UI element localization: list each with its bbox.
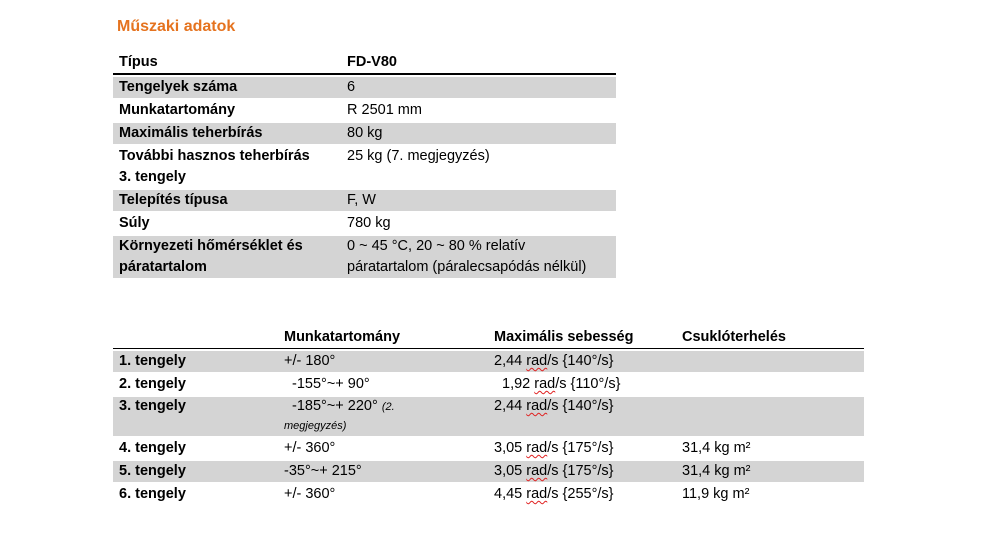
speed-rest: /s {140°/s} — [547, 398, 614, 414]
axis-label: 4. tengely — [119, 440, 186, 456]
speed-unit: rad — [526, 463, 548, 479]
speed-number: 2,44 — [494, 353, 523, 369]
speed-unit: rad — [526, 353, 548, 369]
spec-row-working-range — [113, 100, 616, 121]
spec-value: 6 — [347, 79, 356, 95]
axis-range: +/- 360° — [284, 486, 336, 502]
axis-load — [690, 374, 864, 395]
axis-label: 2. tengely — [119, 376, 186, 392]
axis-label: 3. tengely — [119, 398, 186, 414]
axis-range-note: (2. — [381, 401, 395, 413]
speed-rest: /s {255°/s} — [547, 486, 614, 502]
spec-row-axes-count — [113, 77, 616, 98]
axis-speed — [494, 438, 682, 459]
axis-row-5 — [113, 461, 864, 482]
spec-label: Súly — [119, 215, 150, 231]
spec-value: R 2501 mm — [347, 102, 422, 118]
axis-range-value: -185°~+ 220° — [292, 398, 378, 414]
axis-row-4 — [113, 438, 864, 459]
axis-range: -155°~+ 90° — [292, 376, 370, 392]
spec-label-line: páratartalom — [119, 259, 207, 275]
axis-range: +/- 360° — [284, 440, 336, 456]
spec-header-label: Típus — [119, 54, 158, 70]
axis-header-load: Csuklóterhelés — [682, 329, 786, 345]
axis-load — [682, 351, 864, 372]
spec-table — [113, 52, 616, 278]
axis-load: 11,9 kg m² — [682, 486, 750, 502]
axis-table — [113, 327, 864, 505]
axis-speed — [494, 484, 682, 505]
axis-load — [682, 397, 864, 436]
spec-header-value: FD-V80 — [347, 54, 397, 70]
axis-range — [284, 397, 494, 436]
speed-number: 3,05 — [494, 463, 523, 479]
speed-unit: rad — [534, 376, 556, 392]
axis-header-speed: Maximális sebesség — [494, 329, 634, 345]
axis-speed — [494, 351, 682, 372]
axis-header-row — [113, 327, 864, 349]
spec-label: Maximális teherbírás — [119, 125, 263, 141]
axis-header-range: Munkatartomány — [284, 329, 401, 345]
spec-label-line: További hasznos teherbírás — [119, 148, 310, 164]
spec-value-line: 0 ~ 45 °C, 20 ~ 80 % relatív — [347, 238, 526, 254]
speed-rest: /s {175°/s} — [547, 463, 614, 479]
spec-value: F, W — [347, 192, 376, 208]
speed-unit: rad — [526, 398, 548, 414]
axis-speed — [494, 461, 682, 482]
spec-row-max-payload — [113, 123, 616, 144]
speed-rest: /s {140°/s} — [547, 353, 614, 369]
axis-load: 31,4 kg m² — [682, 463, 751, 479]
speed-number: 2,44 — [494, 398, 523, 414]
spec-row-installation — [113, 190, 616, 211]
axis-range-note: megjegyzés) — [284, 420, 347, 432]
axis-label: 1. tengely — [119, 353, 186, 369]
axis-row-3 — [113, 397, 864, 436]
axis-load: 31,4 kg m² — [682, 440, 751, 456]
speed-number: 3,05 — [494, 440, 523, 456]
speed-number: 1,92 — [502, 376, 531, 392]
axis-header-empty — [113, 327, 284, 348]
speed-rest: /s {175°/s} — [547, 440, 614, 456]
axis-range: -35°~+ 215° — [284, 463, 362, 479]
spec-label: Tengelyek száma — [119, 79, 238, 95]
axis-row-6 — [113, 484, 864, 505]
spec-label: Munkatartomány — [119, 102, 236, 118]
axis-speed — [494, 397, 682, 436]
spec-value — [343, 236, 616, 278]
speed-unit: rad — [526, 486, 548, 502]
speed-number: 4,45 — [494, 486, 523, 502]
axis-row-1 — [113, 351, 864, 372]
spec-label — [113, 146, 343, 188]
axis-speed — [502, 374, 690, 395]
spec-label — [113, 236, 343, 278]
spec-row-weight — [113, 213, 616, 234]
axis-label: 5. tengely — [119, 463, 186, 479]
spec-value: 780 kg — [347, 215, 391, 231]
axis-range: +/- 180° — [284, 353, 336, 369]
speed-unit: rad — [526, 440, 548, 456]
spec-label: Telepítés típusa — [119, 192, 228, 208]
spec-value-line: páratartalom (páralecsapódás nélkül) — [347, 259, 587, 275]
speed-rest: /s {110°/s} — [555, 376, 621, 392]
spec-header-row — [113, 52, 616, 75]
spec-label-line: Környezeti hőmérséklet és — [119, 238, 303, 254]
spec-label-line: 3. tengely — [119, 169, 186, 185]
axis-row-2 — [113, 374, 864, 395]
section-heading: Műszaki adatok — [117, 18, 236, 35]
spec-row-environment — [113, 236, 616, 278]
spec-row-additional-payload — [113, 146, 616, 188]
spec-value: 25 kg (7. megjegyzés) — [347, 148, 490, 164]
spec-value: 80 kg — [347, 125, 383, 141]
axis-label: 6. tengely — [119, 486, 186, 502]
